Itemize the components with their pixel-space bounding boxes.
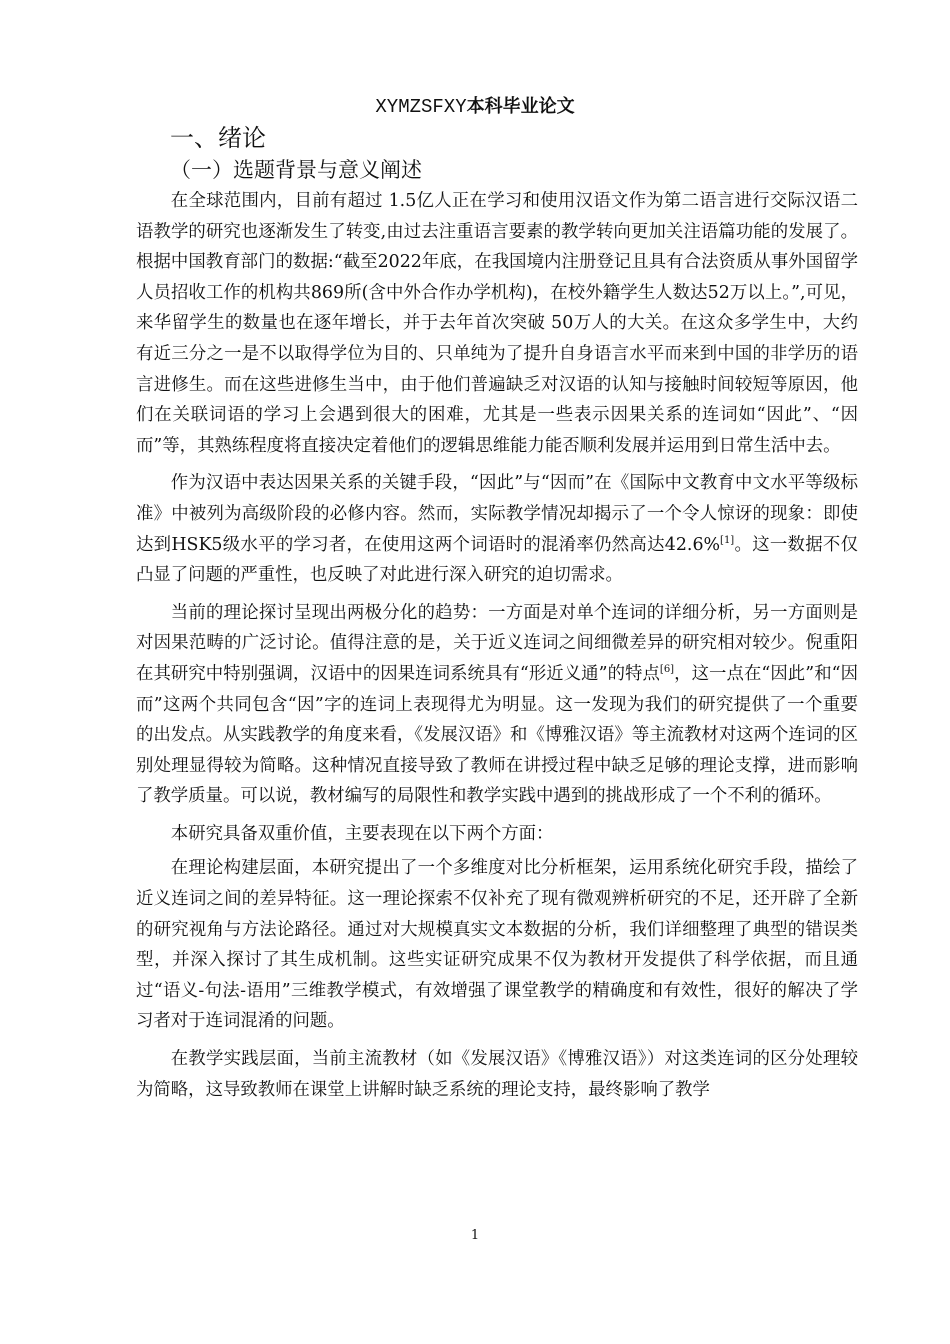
page-header [0,94,950,119]
header-school-code: XYMZSFXY [375,96,467,118]
paragraph-2 [136,468,858,590]
paragraph-3-text: 当前的理论探讨呈现出两极分化的趋势：一方面是对单个连词的详细分析，另一方面则是对因果范畴的广泛讨论。值得注意的是，关于近义连词之间细微差异的研究相对较少。倪重阳在其研究中特别强调，汉语中的因果连词系统具有“形近义通”的特点 [136,602,858,684]
subsection-title: （一）选题背景与意义阐述 [170,158,422,182]
paragraph-5: 在理论构建层面，本研究提出了一个多维度对比分析框架，运用系统化研究手段，描绘了近义连词之间的差异特征。这一理论探索不仅补充了现有微观辨析研究的不足，还开辟了全新的研究视角与方法论路径。通过对大规模真实文本数据的分析，我们详细整理了典型的错误类型，并深入探讨了其生成机制。这些实证研究成果不仅为教材开发提供了科学依据，而且通过“语义-句法-语用”三维教学模式，有效增强了课堂教学的精确度和有效性，很好的解决了学习者对于连词混淆的问题。 [136,858,858,1032]
citation-ref: [6] [659,663,675,675]
paragraph-3-text-end: ，这一点在“因此”和“因而”这两个共同包含“因”字的连词上表现得尤为明显。这一发现为我们的研究提供了一个重要的出发点。从实践教学的角度来看，《发展汉语》和《博雅汉语》等主流教材对这两个连词的区别处理显得较为简略。这种情况直接导致了教师在讲授过程中缺乏足够的理论支撑，进而影响了教学质量。可以说，教材编写的局限性和教学实践中遇到的挑战形成了一个不利的循环。 [136,663,858,807]
paragraph-2-text: 作为汉语中表达因果关系的关键手段，“因此”与“因而”在《国际中文教育中文水平等级标准》中被列为高级阶段的必修内容。然而，实际教学情况却揭示了一个令人惊讶的现象：即使达到HSK5级水平的学习者，在使用这两个词语时的混淆率仍然高达42.6% [136,473,858,555]
paragraph-1: 在全球范围内，目前有超过 1.5亿人正在学习和使用汉语文作为第二语言进行交际汉语二语教学的研究也逐渐发生了转变,由过去注重语言要素的教学转向更加关注语篇功能的发展了。根据中国教育部门的数据:“截至2022年底，在我国境内注册登记且具有合法资质从事外国留学人员招收工作的机构共869所(含中外合作办学机构)，在校外籍学生人数达52万以上。”,可见，来华留学生的数量也在逐年增长，并于去年首次突破 50万人的大关。在这众多学生中，大约有近三分之一是不以取得学位为目的、只单纯为了提升自身语言水平而来到中国的非学历的语言进修生。而在这些进修生当中，由于他们普遍缺乏对汉语的认知与接触时间较短等原因，他们在关联词语的学习上会遇到很大的困难，尤其是一些表示因果关系的连词如“因此”、“因而”等，其熟练程度将直接决定着他们的逻辑思维能力能否顺利发展并运用到日常生活中去。 [136,191,858,456]
header-thesis-label: 本科毕业论文 [466,96,575,117]
paragraph-4: 本研究具备双重价值，主要表现在以下两个方面： [170,823,554,844]
page-number: 1 [470,1228,480,1243]
body-text [136,186,858,1112]
paragraph-2-text-end: 。这一数据不仅凸显了问题的严重性，也反映了对此进行深入研究的迫切需求。 [136,534,858,586]
section-title: 一、绪论 [170,124,266,152]
paragraph-3 [136,598,858,812]
citation-ref: [1] [720,534,735,546]
paragraph-6: 在教学实践层面，当前主流教材（如《发展汉语》《博雅汉语》）对这类连词的区分处理较为简略，这导致教师在课堂上讲解时缺乏系统的理论支持，最终影响了教学 [136,1049,858,1100]
